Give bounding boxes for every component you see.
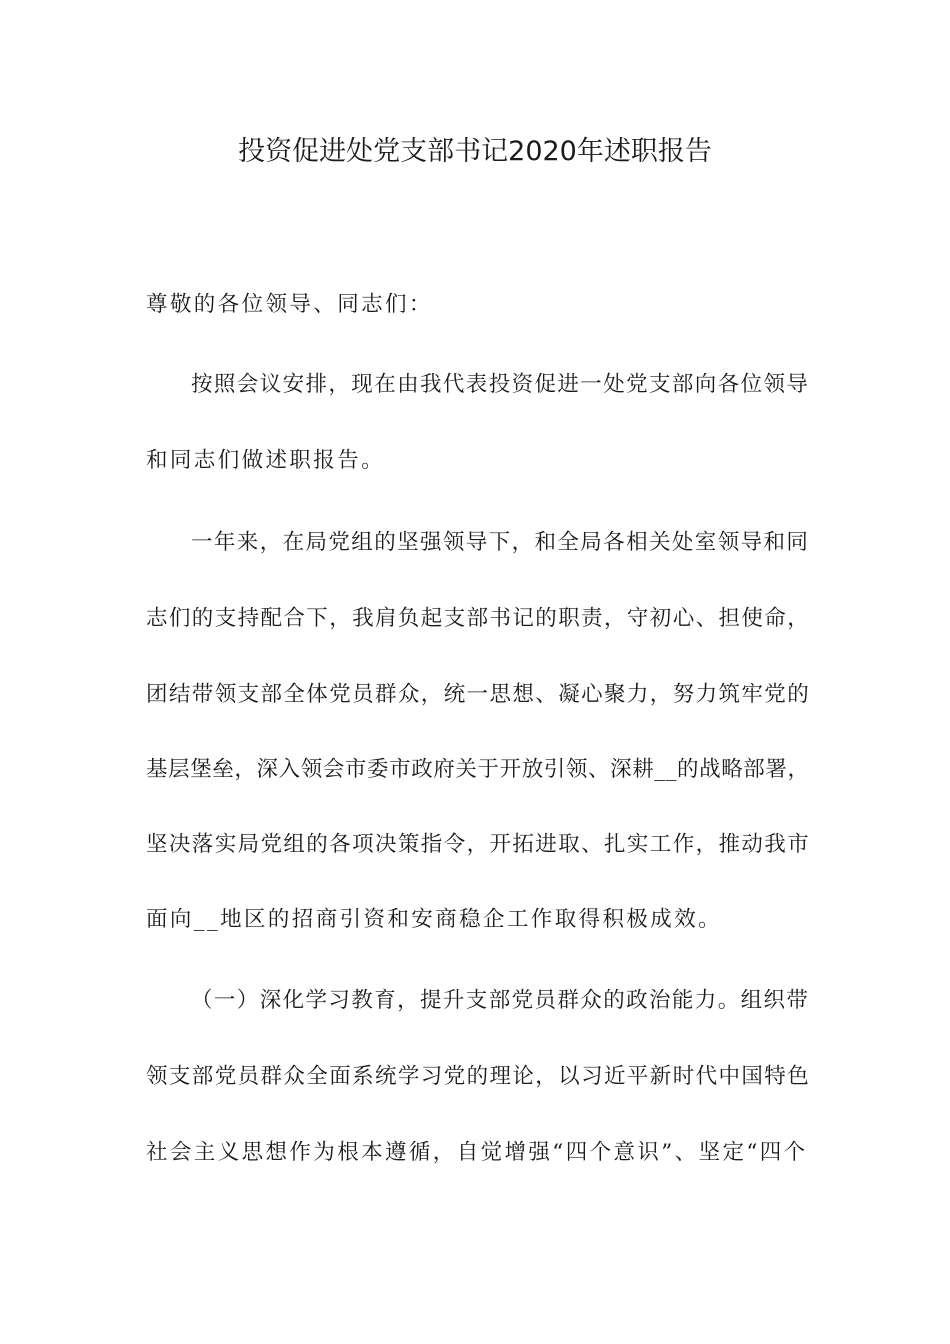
paragraph-line: 坚决落实局党组的各项决策指令，开拓进取、扎实工作，推动我市 xyxy=(146,832,811,857)
document-title: 投资促进处党支部书记2020年述职报告 xyxy=(238,136,712,167)
paragraph-line: 按照会议安排，现在由我代表投资促进一处党支部向各位领导 xyxy=(191,372,810,397)
paragraph-line: 一年来，在局党组的坚强领导下，和全局各相关处室领导和同 xyxy=(191,530,810,555)
paragraph-line: 团结带领支部全体党员群众，统一思想、凝心聚力，努力筑牢党的 xyxy=(146,682,811,707)
salutation: 尊敬的各位领导、同志们： xyxy=(146,292,433,317)
paragraph-line: 基层堡垒，深入领会市委市政府关于开放引领、深耕__的战略部署， xyxy=(146,757,810,782)
paragraph-line: 和同志们做述职报告。 xyxy=(146,448,386,473)
paragraph-line: 面向__地区的招商引资和安商稳企工作取得积极成效。 xyxy=(146,907,723,932)
paragraph-line: 领支部党员群众全面系统学习党的理论，以习近平新时代中国特色 xyxy=(146,1064,811,1089)
paragraph-line: 志们的支持配合下，我肩负起支部书记的职责，守初心、担使命， xyxy=(146,606,811,631)
paragraph-line: （一）深化学习教育，提升支部党员群众的政治能力。组织带 xyxy=(191,988,810,1013)
paragraph-line: 社会主义思想作为根本遵循，自觉增强“四个意识”、坚定“四个 xyxy=(146,1140,808,1165)
